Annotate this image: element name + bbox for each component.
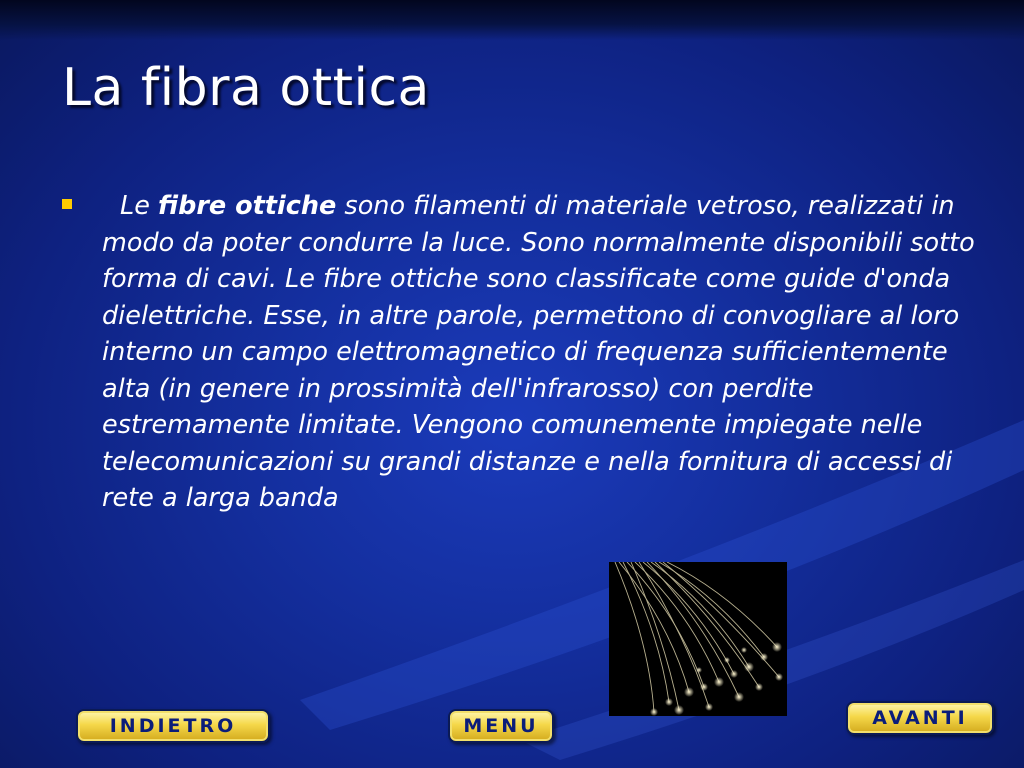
menu-button[interactable]: MENU: [448, 709, 554, 743]
bullet-text: [102, 188, 977, 517]
fiber-optic-image: [609, 562, 787, 716]
bullet-body-text: sono filamenti di materiale vetroso, realizzati in modo da poter condurre la luce. Sono normalmente disponibili sotto forma di cavi. Le fibre ottiche sono classificate come guide d'onda dielettriche. Esse, in altre parole, permettono di convogliare al loro interno un campo elettromagnetico di frequenza sufficientemente alta (in genere in prossimità dell'infrarosso) con perdite estremamente limitate. Vengono comunemente impiegate nelle telecomunicazioni su grandi distanze e nella fornitura di accessi di rete a larga banda: [102, 191, 975, 513]
back-button[interactable]: INDIETRO: [76, 709, 270, 743]
bullet-bold-term: fibre ottiche: [158, 191, 337, 221]
top-shadow-band: [0, 0, 1024, 40]
next-button[interactable]: AVANTI: [846, 701, 994, 735]
slide-title: La fibra ottica: [62, 58, 430, 118]
bullet-square-icon: [62, 199, 72, 209]
bullet-lead-text: Le: [120, 191, 159, 221]
